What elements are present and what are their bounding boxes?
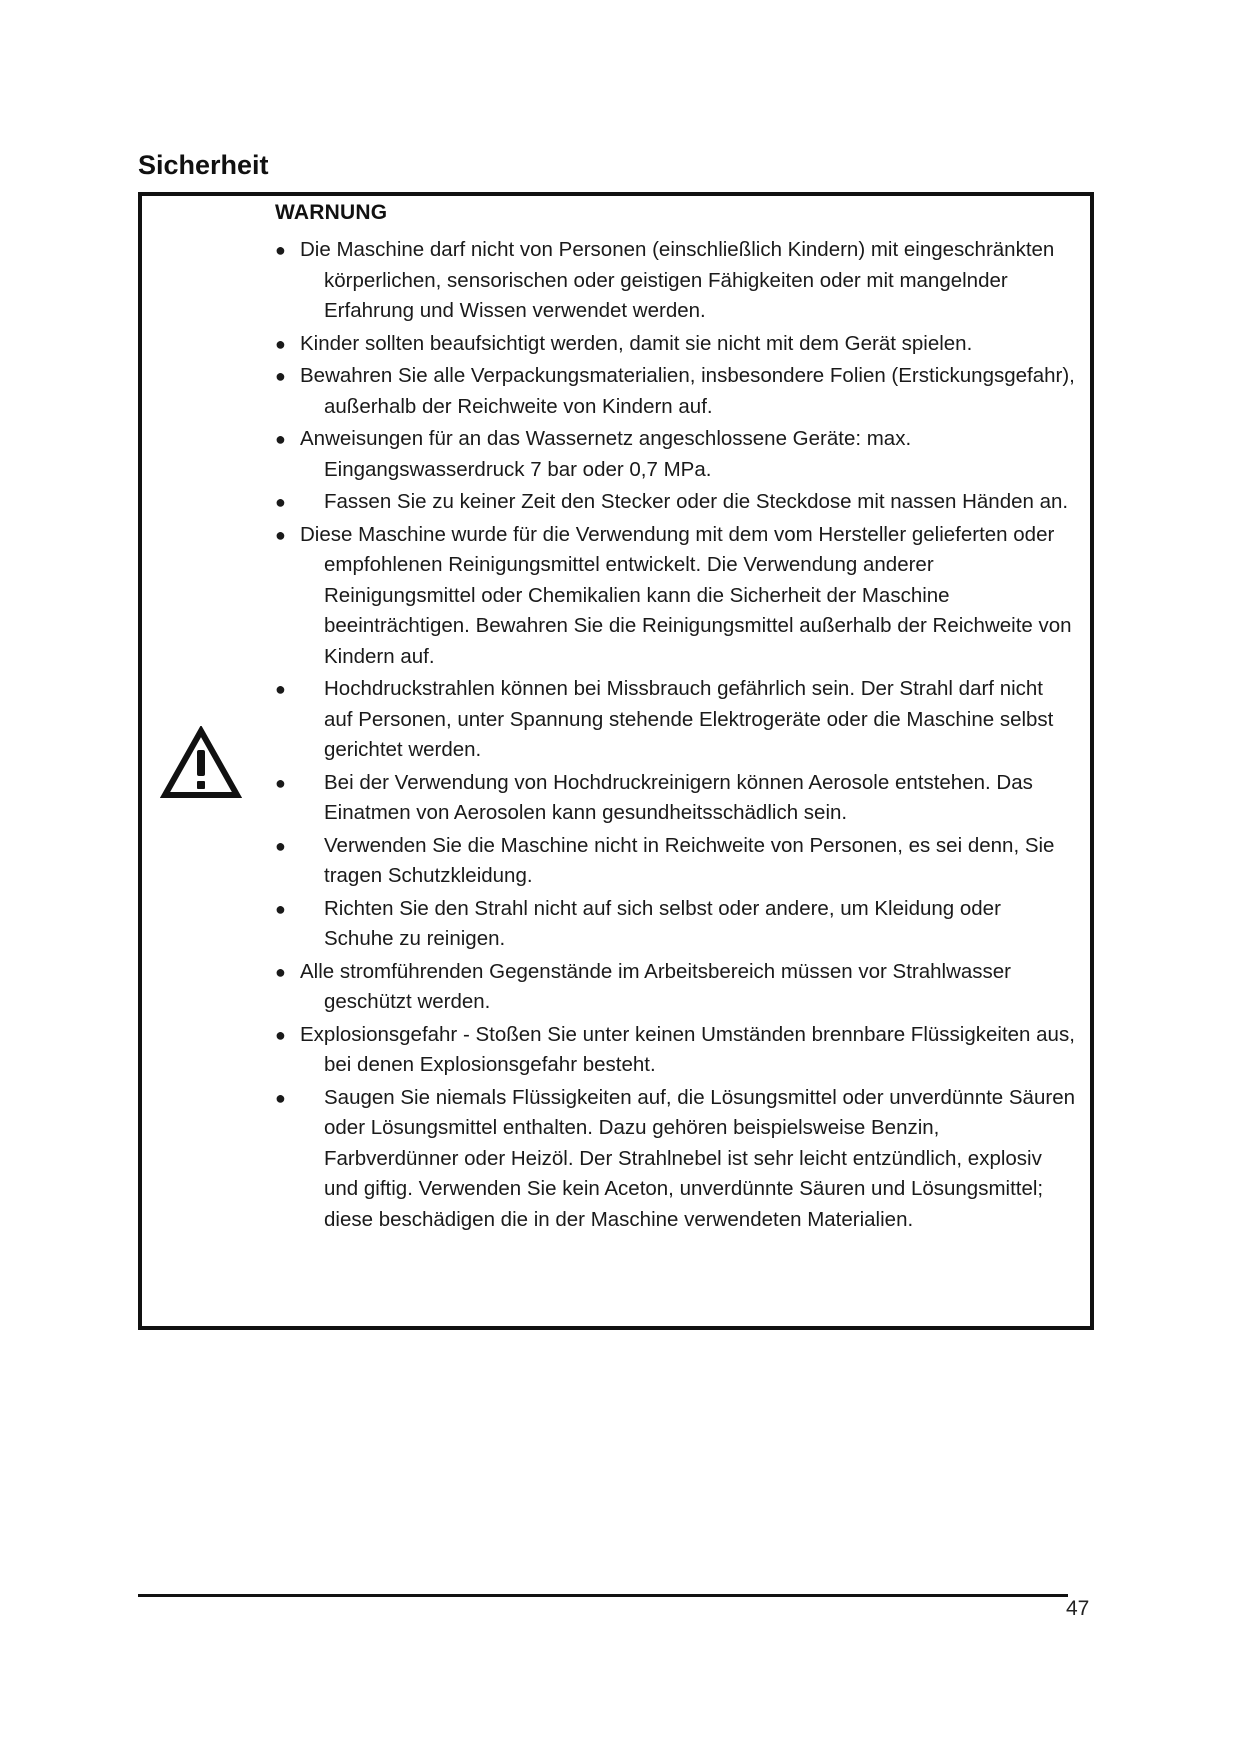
list-item: ● Diese Maschine wurde für die Verwendung mit dem vom Hersteller gelieferten oder empfohlenen Reinigungsmittel entwickelt. Die Verwendung anderer Reinigungsmittel oder Chemikalien kann die Sicherheit der Maschine beeinträchtigen. Bewahren Sie die Reinigungsmittel außerhalb der Reichweite von Kindern auf.: [275, 520, 1075, 673]
bullet-icon: ●: [275, 240, 286, 260]
section-title: Sicherheit: [138, 150, 269, 180]
list-item: ● Kinder sollten beaufsichtigt werden, damit sie nicht mit dem Gerät spielen.: [275, 329, 1075, 360]
bullet-icon: ●: [275, 429, 286, 449]
bullet-icon: ●: [275, 492, 286, 512]
page-number: 47: [1066, 1597, 1090, 1620]
warning-heading: WARNUNG: [275, 201, 388, 224]
list-item: ● Verwenden Sie die Maschine nicht in Reichweite von Personen, es sei denn, Sie tragen Schutzkleidung.: [275, 831, 1075, 892]
list-item: ● Saugen Sie niemals Flüssigkeiten auf, die Lösungsmittel oder unverdünnte Säuren oder Lösungsmittel enthalten. Dazu gehören beispielsweise Benzin, Farbverdünner oder Heizöl. Der Strahlnebel ist sehr leicht entzündlich, explosiv und giftig. Verwenden Sie kein Aceton, unverdünnte Säuren und Lösungsmittel; diese beschädigen die in der Maschine verwendeten Materialien.: [275, 1083, 1075, 1236]
list-item: ● Richten Sie den Strahl nicht auf sich selbst oder andere, um Kleidung oder Schuhe zu reinigen.: [275, 894, 1075, 955]
warning-content: [275, 202, 1075, 1237]
warning-list: [275, 235, 1075, 1235]
bullet-icon: ●: [275, 772, 286, 793]
list-item: ● Explosionsgefahr - Stoßen Sie unter keinen Umständen brennbare Flüssigkeiten aus, bei denen Explosionsgefahr besteht.: [275, 1020, 1075, 1081]
bullet-icon: ●: [275, 1024, 286, 1045]
bullet-icon: ●: [275, 835, 286, 856]
bullet-icon: ●: [275, 1087, 286, 1108]
list-item: ● Bei der Verwendung von Hochdruckreinigern können Aerosole entstehen. Das Einatmen von Aerosolen kann gesundheitsschädlich sein.: [275, 768, 1075, 829]
list-item: ● Hochdruckstrahlen können bei Missbrauch gefährlich sein. Der Strahl darf nicht auf Personen, unter Spannung stehende Elektrogeräte oder die Maschine selbst gerichtet werden.: [275, 674, 1075, 766]
bullet-icon: ●: [275, 524, 286, 545]
warning-triangle-icon: [160, 726, 242, 800]
bullet-icon: ●: [275, 333, 286, 354]
warning-box: [138, 192, 1094, 1330]
bullet-icon: ●: [275, 898, 286, 919]
bullet-icon: ●: [275, 679, 286, 699]
bullet-icon: ●: [275, 961, 286, 982]
bullet-icon: ●: [275, 366, 286, 386]
list-item: ● Fassen Sie zu keiner Zeit den Stecker oder die Steckdose mit nassen Händen an.: [275, 487, 1075, 518]
list-item: ● Die Maschine darf nicht von Personen (einschließlich Kindern) mit eingeschränkten körperlichen, sensorischen oder geistigen Fähigkeiten oder mit mangelnder Erfahrung und Wissen verwendet werden.: [275, 235, 1075, 327]
list-item: ● Anweisungen für an das Wassernetz angeschlossene Geräte: max. Eingangswasserdruck 7 bar oder 0,7 MPa.: [275, 424, 1075, 485]
list-item: ● Alle stromführenden Gegenstände im Arbeitsbereich müssen vor Strahlwasser geschützt werden.: [275, 957, 1075, 1018]
list-item: ● Bewahren Sie alle Verpackungsmaterialien, insbesondere Folien (Erstickungsgefahr), außerhalb der Reichweite von Kindern auf.: [275, 361, 1075, 422]
footer-rule: [138, 1594, 1068, 1597]
